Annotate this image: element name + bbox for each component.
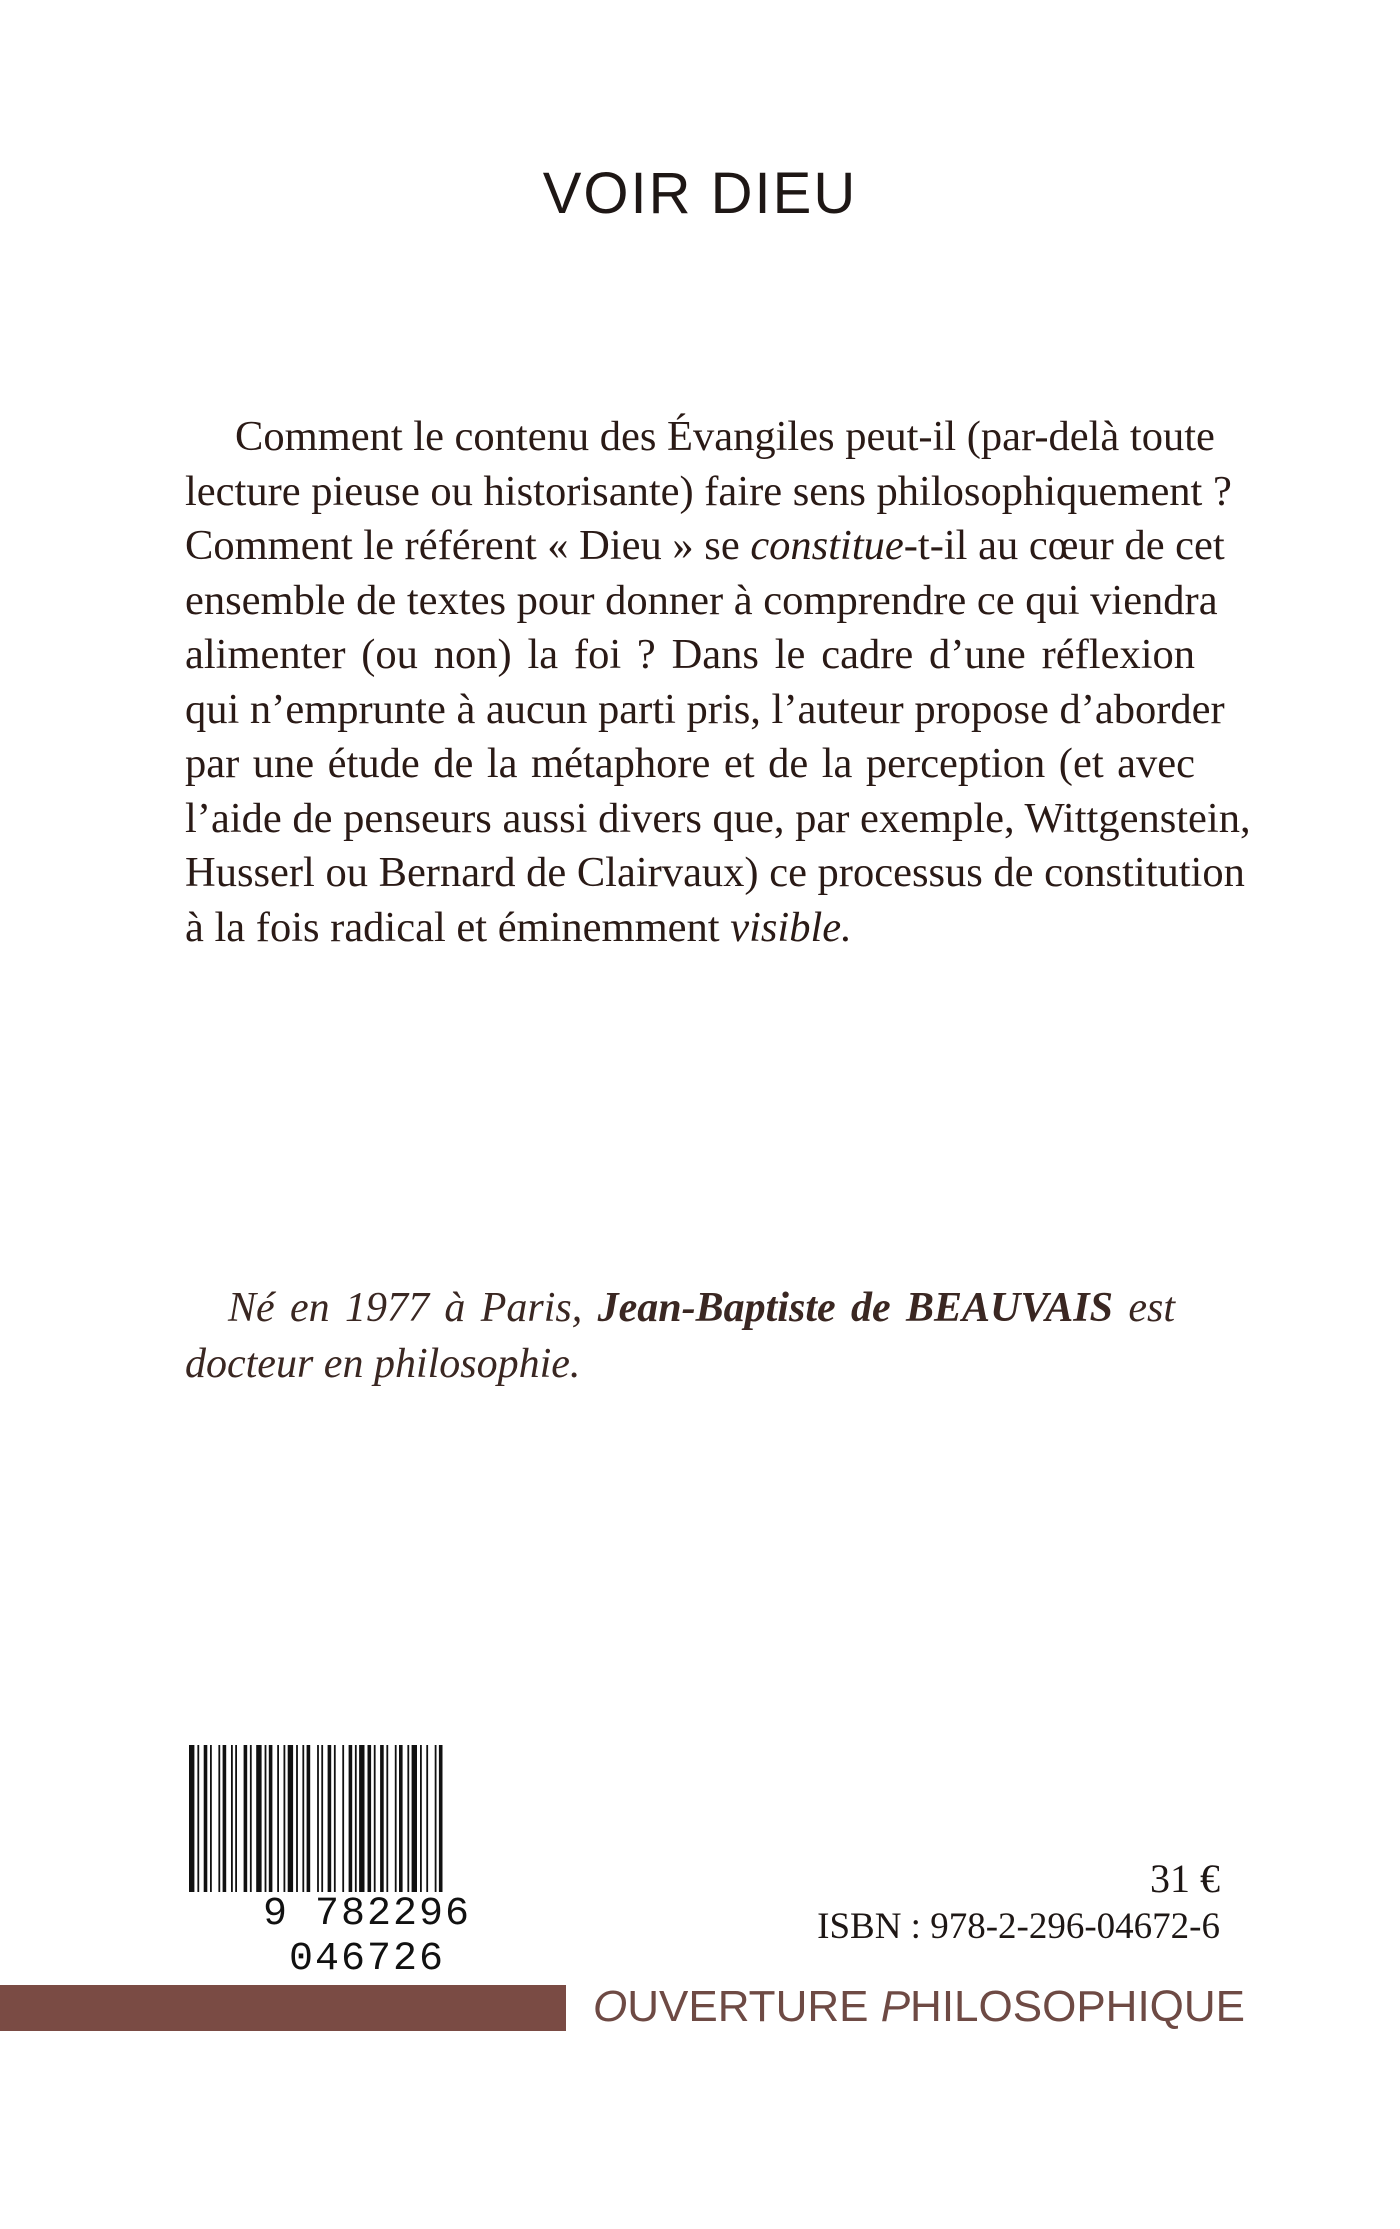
blurb-line: alimenter (ou non) la foi ? Dans le cadre d’une réflexion: [185, 631, 1195, 678]
barcode-digits: 9 782296 046726: [182, 1892, 552, 1982]
back-cover-blurb: [185, 410, 1251, 955]
blurb-line: lecture pieuse ou historisante) faire sens philosophiquement ?: [185, 467, 1232, 515]
blurb-line: Comment le contenu des Évangiles peut-il (par-delà toute: [235, 413, 1215, 460]
author-name: Jean-Baptiste de BEAUVAIS: [597, 1285, 1113, 1331]
book-title: VOIR DIEU: [542, 161, 858, 226]
author-bio-line: Né en 1977 à Paris, Jean-Baptiste de BEAUVAIS est: [228, 1285, 1176, 1331]
author-bio: [185, 1280, 1175, 1392]
blurb-line: à la fois radical et éminemment visible.: [185, 903, 852, 951]
blurb-line: l’aide de penseurs aussi divers que, par exemple, Wittgenstein,: [185, 794, 1251, 842]
collection-color-bar: [0, 1985, 566, 2031]
author-bio-line: docteur en philosophie.: [185, 1341, 581, 1387]
barcode-bars: [185, 1745, 545, 1895]
blurb-line: qui n’emprunte à aucun parti pris, l’auteur propose d’aborder: [185, 685, 1225, 733]
blurb-line: Comment le référent « Dieu » se constitue-t-il au cœur de cet: [185, 522, 1225, 569]
price: 31 €: [1150, 1856, 1220, 1901]
blurb-line: ensemble de textes pour donner à comprendre ce qui viendra: [185, 576, 1218, 624]
blurb-line: Husserl ou Bernard de Clairvaux) ce processus de constitution: [185, 849, 1245, 896]
collection-name: OUVERTURE PHILOSOPHIQUE: [593, 1982, 1246, 2031]
isbn: ISBN : 978-2-296-04672-6: [817, 1906, 1220, 1947]
blurb-line: par une étude de la métaphore et de la perception (et avec: [185, 740, 1195, 787]
